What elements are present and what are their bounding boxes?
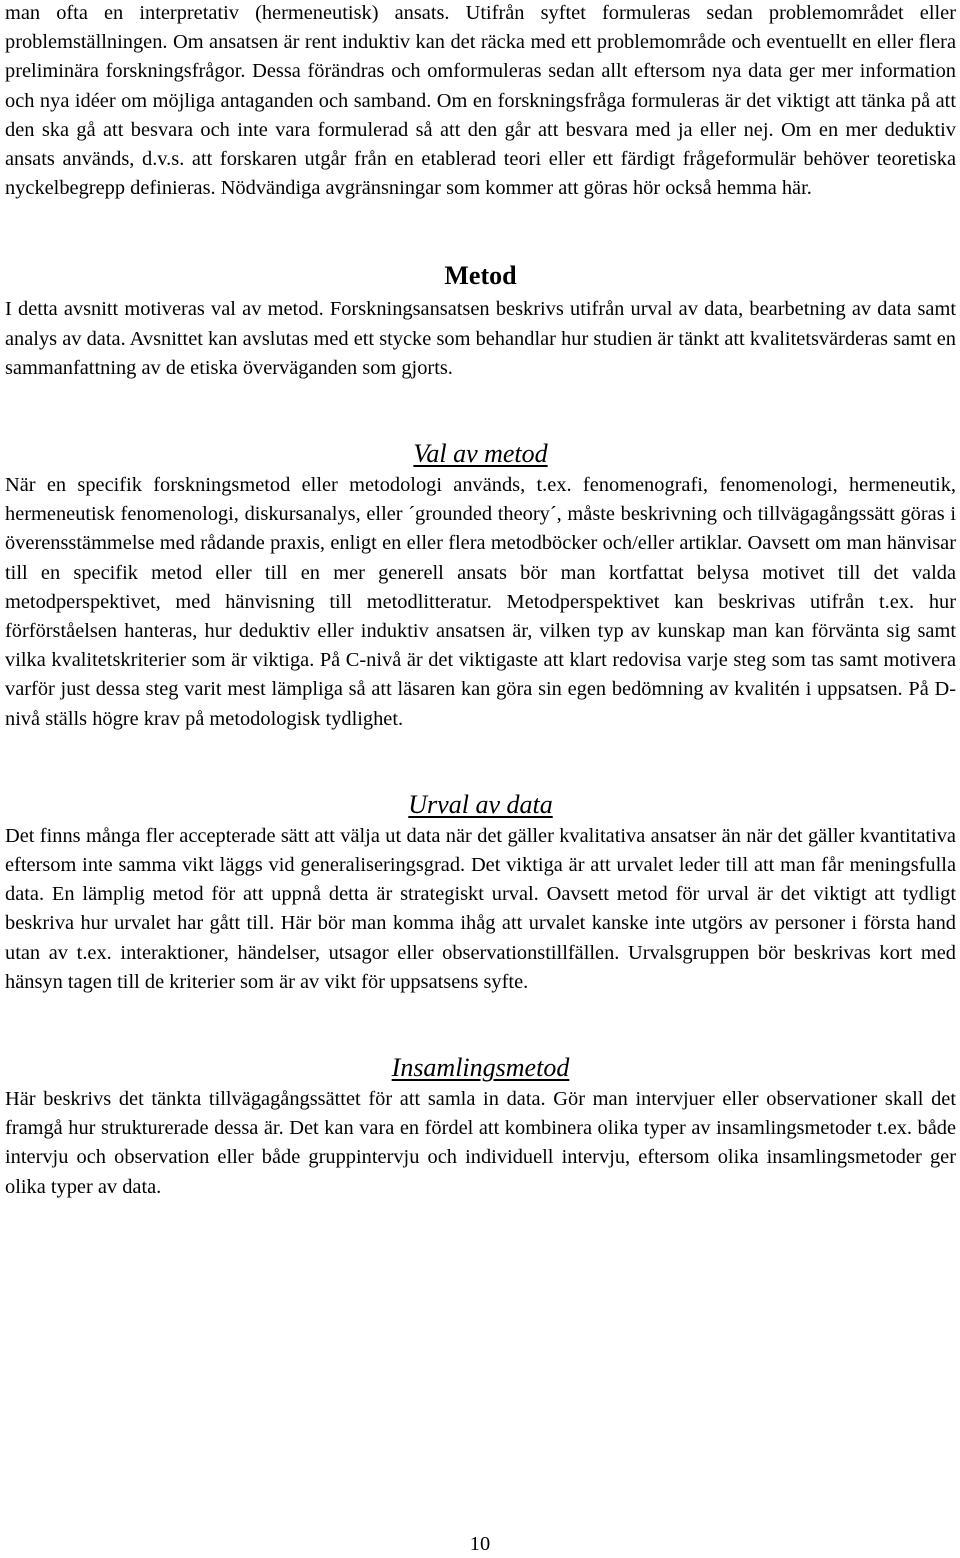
heading-urval-av-data: Urval av data — [408, 789, 553, 819]
intro-paragraph: man ofta en interpretativ (hermeneutisk) ansats. Utifrån syftet formuleras sedan problemområdet eller problemställningen. Om ansatsen är rent induktiv kan det räcka med ett problemområde och eventuellt en eller flera preliminära forskningsfrågor. Dessa förändras och omformuleras sedan allt eftersom nya data ger mer information och nya idéer om möjliga antaganden och samband. Om en forskningsfråga formuleras är det viktigt att tänka på att den ska gå att besvara och inte vara formulerad så att den går att besvara med ja eller nej. Om en mer deduktiv ansats används, d.v.s. att forskaren utgår från en etablerad teori eller ett färdigt frågeformulär behöver teoretiska nyckelbegrepp definieras. Nödvändiga avgränsningar som kommer att göras hör också hemma här. — [5, 2, 956, 200]
paragraph-val-av-metod: När en specifik forskningsmetod eller metodologi används, t.ex. fenomenografi, fenomenologi, hermeneutik, hermeneutisk fenomenologi, diskursanalys, eller ´grounded theory´, måste beskrivning och tillvägagångssätt göras i överensstämmelse med rådande praxis, enligt en eller flera metodböcker och/eller artiklar. Oavsett om man hänvisar till en specifik metod eller till en mer generell ansats bör man kortfattat belysa motivet till det valda metodperspektivet, med hänvisning till metodlitteratur. Metodperspektivet kan beskrivas utifrån t.ex. hur förförståelsen hanteras, hur deduktiv eller induktiv ansatsen är, vilken typ av kunskap man kan förvänta sig samt vilka kvalitetskriterier som är viktiga. På C-nivå är det viktigaste att klart redovisa varje steg som tas samt motivera varför just dessa steg varit mest lämpliga så att läsaren kan göra sin egen bedömning av kvalitén i uppsatsen. På D-nivå ställs högre krav på metodologisk tydlighet. — [5, 474, 956, 730]
paragraph-insamlingsmetod: Här beskrivs det tänkta tillvägagångssättet för att samla in data. Gör man intervjuer eller observationer skall det framgå hur strukturerade dessa är. Det kan vara en fördel att kombinera olika typer av insamlingsmetoder t.ex. både intervju och observation eller både gruppintervju och individuell intervju, eftersom olika insamlingsmetoder ger olika typer av data. — [5, 1088, 956, 1198]
paragraph-urval-av-data: Det finns många fler accepterade sätt att välja ut data när det gäller kvalitativa ansatser än när det gäller kvantitativa eftersom inte samma vikt läggs vid generaliseringsgrad. Det viktiga är att urvalet leder till att man får meningsfulla data. En lämplig metod för att uppnå detta är strategiskt urval. Oavsett metod för urval är det viktigt att tydligt beskriva hur urvalet har gått till. Här bör man komma ihåg att urvalet kanske inte utgörs av personer i första hand utan av t.ex. interaktioner, händelser, utsagor eller observationstillfällen. Urvalsgruppen bör beskrivas kort med hänsyn tagen till de kriterier som är av vikt för uppsatsens syfte. — [5, 824, 956, 993]
page-number: 10 — [469, 1533, 491, 1555]
heading-val-av-metod: Val av metod — [413, 439, 548, 469]
document-page — [5, 0, 956, 1202]
paragraph-metod: I detta avsnitt motiveras val av metod. Forskningsansatsen beskrivs utifrån urval av data, bearbetning av data samt analys av data. Avsnittet kan avslutas med ett stycke som behandlar hur studien är tänkt att kvalitetsvärderas samt en sammanfattning av de etiska överväganden som gjorts. — [5, 298, 956, 379]
heading-insamlingsmetod: Insamlingsmetod — [391, 1053, 570, 1083]
heading-metod: Metod — [444, 261, 517, 291]
